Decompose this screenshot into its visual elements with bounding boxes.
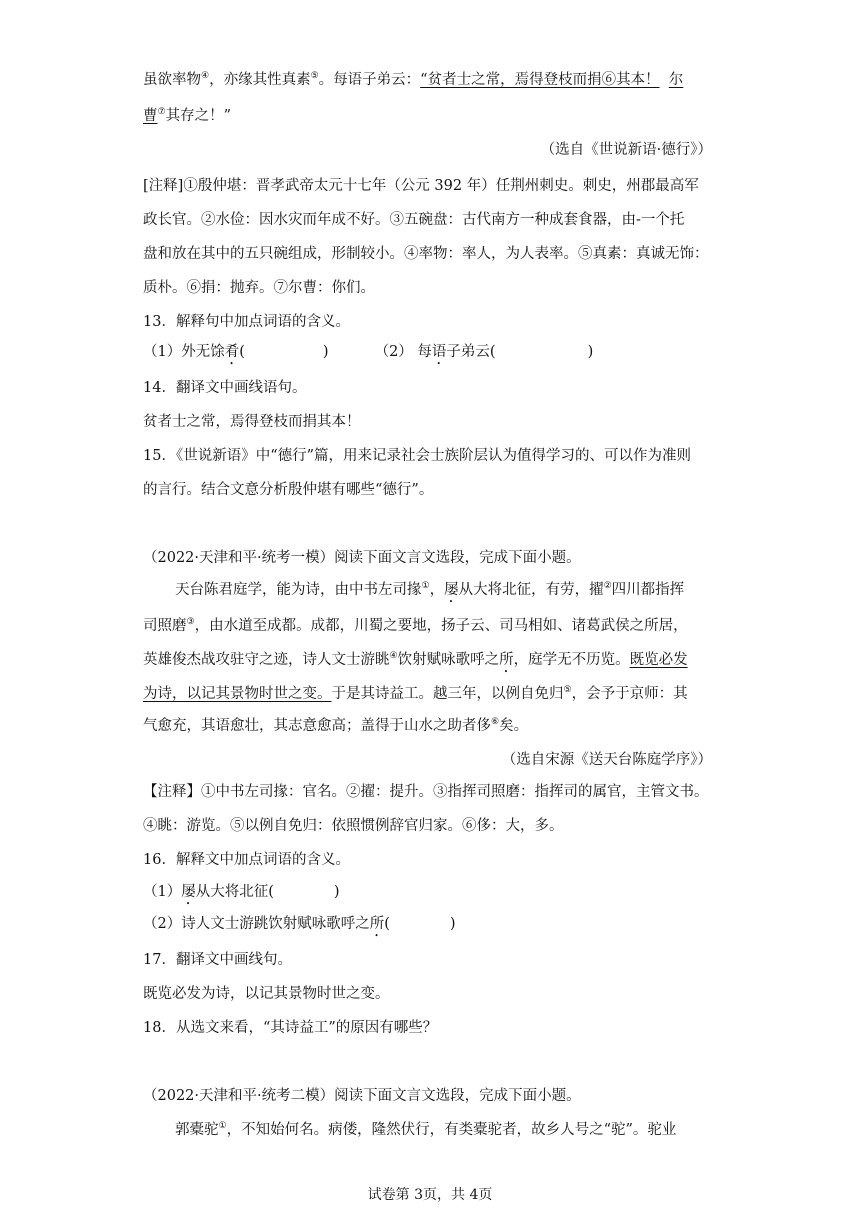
text: ) — [333, 884, 340, 900]
notes-2-line2: ④眺：游览。⑤以例自免归：依照惯例辞官归家。⑥侈：大，多。 — [143, 818, 564, 834]
text: ( — [239, 344, 245, 360]
footnote-mark: ④ — [389, 651, 398, 662]
footnote-mark: ① — [421, 581, 430, 592]
dotted-word: 所 — [499, 652, 514, 668]
source-citation-1: （选自《世说新语·德行》） — [540, 142, 712, 158]
dotted-word: 肴 — [224, 344, 240, 360]
text: 郭橐驼 — [175, 1122, 219, 1138]
text: 四川都指挥 — [611, 582, 685, 598]
footnote-mark: ⑥ — [491, 717, 500, 728]
text: 矣。 — [499, 718, 529, 734]
footnote-mark: ① — [218, 1121, 227, 1132]
underlined-sentence-cont: 为诗，以记其景物时世之变。 — [143, 686, 332, 702]
text: 从大将北征( — [195, 884, 274, 900]
text: ( — [384, 916, 390, 932]
passage1-line2 — [143, 106, 231, 126]
question-15-line1: 15．《世说新语》中“德行”篇，用来记录社会士族阶层认为值得学习的、可以作为准则 — [143, 448, 692, 464]
text: 从大将北征，有劳，擢 — [458, 582, 604, 598]
notes-1-line2: 政长官。②水俭：因水灾而年成不好。③五碗盘：古代南方一种成套食器，由-一个托 — [143, 212, 685, 228]
passage2-line5 — [143, 716, 528, 736]
text: ， — [429, 582, 445, 598]
page-footer: 试卷第 3页，共 4页 — [367, 1187, 493, 1203]
text: ) — [322, 344, 329, 360]
passage2-line4 — [143, 684, 688, 704]
footnote-mark: ② — [603, 581, 612, 592]
underlined-sentence-cont: 尔 — [668, 72, 684, 88]
text: ，会予于京师：其 — [571, 686, 688, 702]
text: 每 — [417, 344, 432, 360]
passage3-line1 — [175, 1120, 676, 1140]
question-17-title: 17．翻译文中画线句。 — [143, 952, 292, 968]
underlined-sentence: “贫者士之常，焉得登枝而捐⑥其本！ — [420, 72, 660, 88]
question-14-sentence: 贫者士之常，焉得登枝而捐其本！ — [143, 414, 361, 430]
text: 虽欲率物 — [143, 72, 201, 88]
text: ) — [587, 344, 594, 360]
dotted-word: 语 — [431, 344, 447, 360]
dotted-word: 屡 — [444, 582, 459, 598]
text: 于是其诗益工。越三年，以例自免归 — [331, 686, 564, 702]
text: （1） — [143, 884, 182, 900]
footnote-mark: ④ — [201, 71, 210, 82]
footnote-mark: ⑤ — [310, 71, 319, 82]
passage2-intro: （2022·天津和平·统考一模）阅读下面文言文选段，完成下面小题。 — [143, 550, 581, 566]
text: 司照磨 — [143, 618, 187, 634]
question-17-sentence: 既览必发为诗，以记其景物时世之变。 — [143, 986, 390, 1002]
question-16-item2 — [143, 914, 456, 940]
text: 饮射赋咏歌呼之 — [397, 652, 500, 668]
text: ，由水道至成都。成都，川蜀之要地，扬子云、司马相如、诸葛武侯之所居， — [194, 618, 688, 634]
notes-1-line4: 质朴。⑥捐：抛弃。⑦尔曹：你们。 — [143, 280, 375, 296]
text: 子弟云( — [446, 344, 496, 360]
question-14-title: 14．翻译文中画线语句。 — [143, 380, 307, 396]
footnote-mark: ⑤ — [563, 685, 572, 696]
question-13-title: 13．解释句中加点词语的含义。 — [143, 314, 350, 330]
notes-1-line3: 盘和放在其中的五只碗组成，形制较小。④率物：率人，为人表率。⑤真素：真诚无饰： — [143, 246, 709, 262]
text: 。每语子弟云： — [318, 72, 421, 88]
passage2-line2 — [143, 616, 688, 636]
footnote-mark: ③ — [186, 617, 195, 628]
text: （2） — [374, 344, 413, 360]
passage2-line1 — [175, 580, 684, 606]
passage3-intro: （2022·天津和平·统考二模）阅读下面文言文选段，完成下面小题。 — [143, 1088, 581, 1104]
underlined-sentence: 既览必发 — [629, 652, 688, 668]
notes-1-line1: [注释]①殷仲堪：晋孝武帝太元十七年（公元 392 年）任荆州刺史。刺史，州郡最高军 — [143, 178, 699, 194]
text: ，庭学无不历览。 — [513, 652, 630, 668]
text: （2）诗人文士游跳饮射赋咏歌呼之 — [143, 916, 370, 932]
text: ) — [449, 916, 456, 932]
dotted-word: 屡 — [181, 884, 196, 900]
question-16-item1 — [143, 882, 340, 908]
question-13-items — [143, 342, 593, 368]
passage1-line1 — [143, 70, 683, 90]
text: 天台陈君庭学，能为诗，由中书左司掾 — [175, 582, 422, 598]
text: 英雄俊杰战攻驻守之迹，诗人文士游眺 — [143, 652, 390, 668]
passage2-line3 — [143, 650, 688, 676]
text: ，亦缘其性真素 — [209, 72, 311, 88]
question-15-line2: 的言行。结合文意分析殷仲堪有哪些“德行”。 — [143, 482, 434, 498]
source-citation-2: （选自宋源《送天台陈庭学序》） — [501, 752, 712, 768]
footnote-mark: ⑦ — [157, 107, 166, 118]
dotted-word: 所 — [369, 916, 385, 932]
text: （1）外无馀 — [143, 344, 225, 360]
question-16-title: 16．解释文中加点词语的含义。 — [143, 852, 350, 868]
notes-2-line1: 【注释】①中书左司掾：官名。②擢：提升。③指挥司照磨：指挥司的属官，主管文书。 — [143, 784, 709, 800]
text: 其存之！” — [165, 108, 231, 124]
text: ，不知始何名。病偻，隆然伏行，有类橐驼者，故乡人号之“驼”。驼业 — [226, 1122, 677, 1138]
underlined-sentence-cont: 曹 — [143, 108, 158, 124]
question-18-title: 18．从选文来看，“其诗益工”的原因有哪些？ — [143, 1020, 438, 1036]
text: 气愈充，其语愈壮，其志意愈高；盖得于山水之助者侈 — [143, 718, 491, 734]
